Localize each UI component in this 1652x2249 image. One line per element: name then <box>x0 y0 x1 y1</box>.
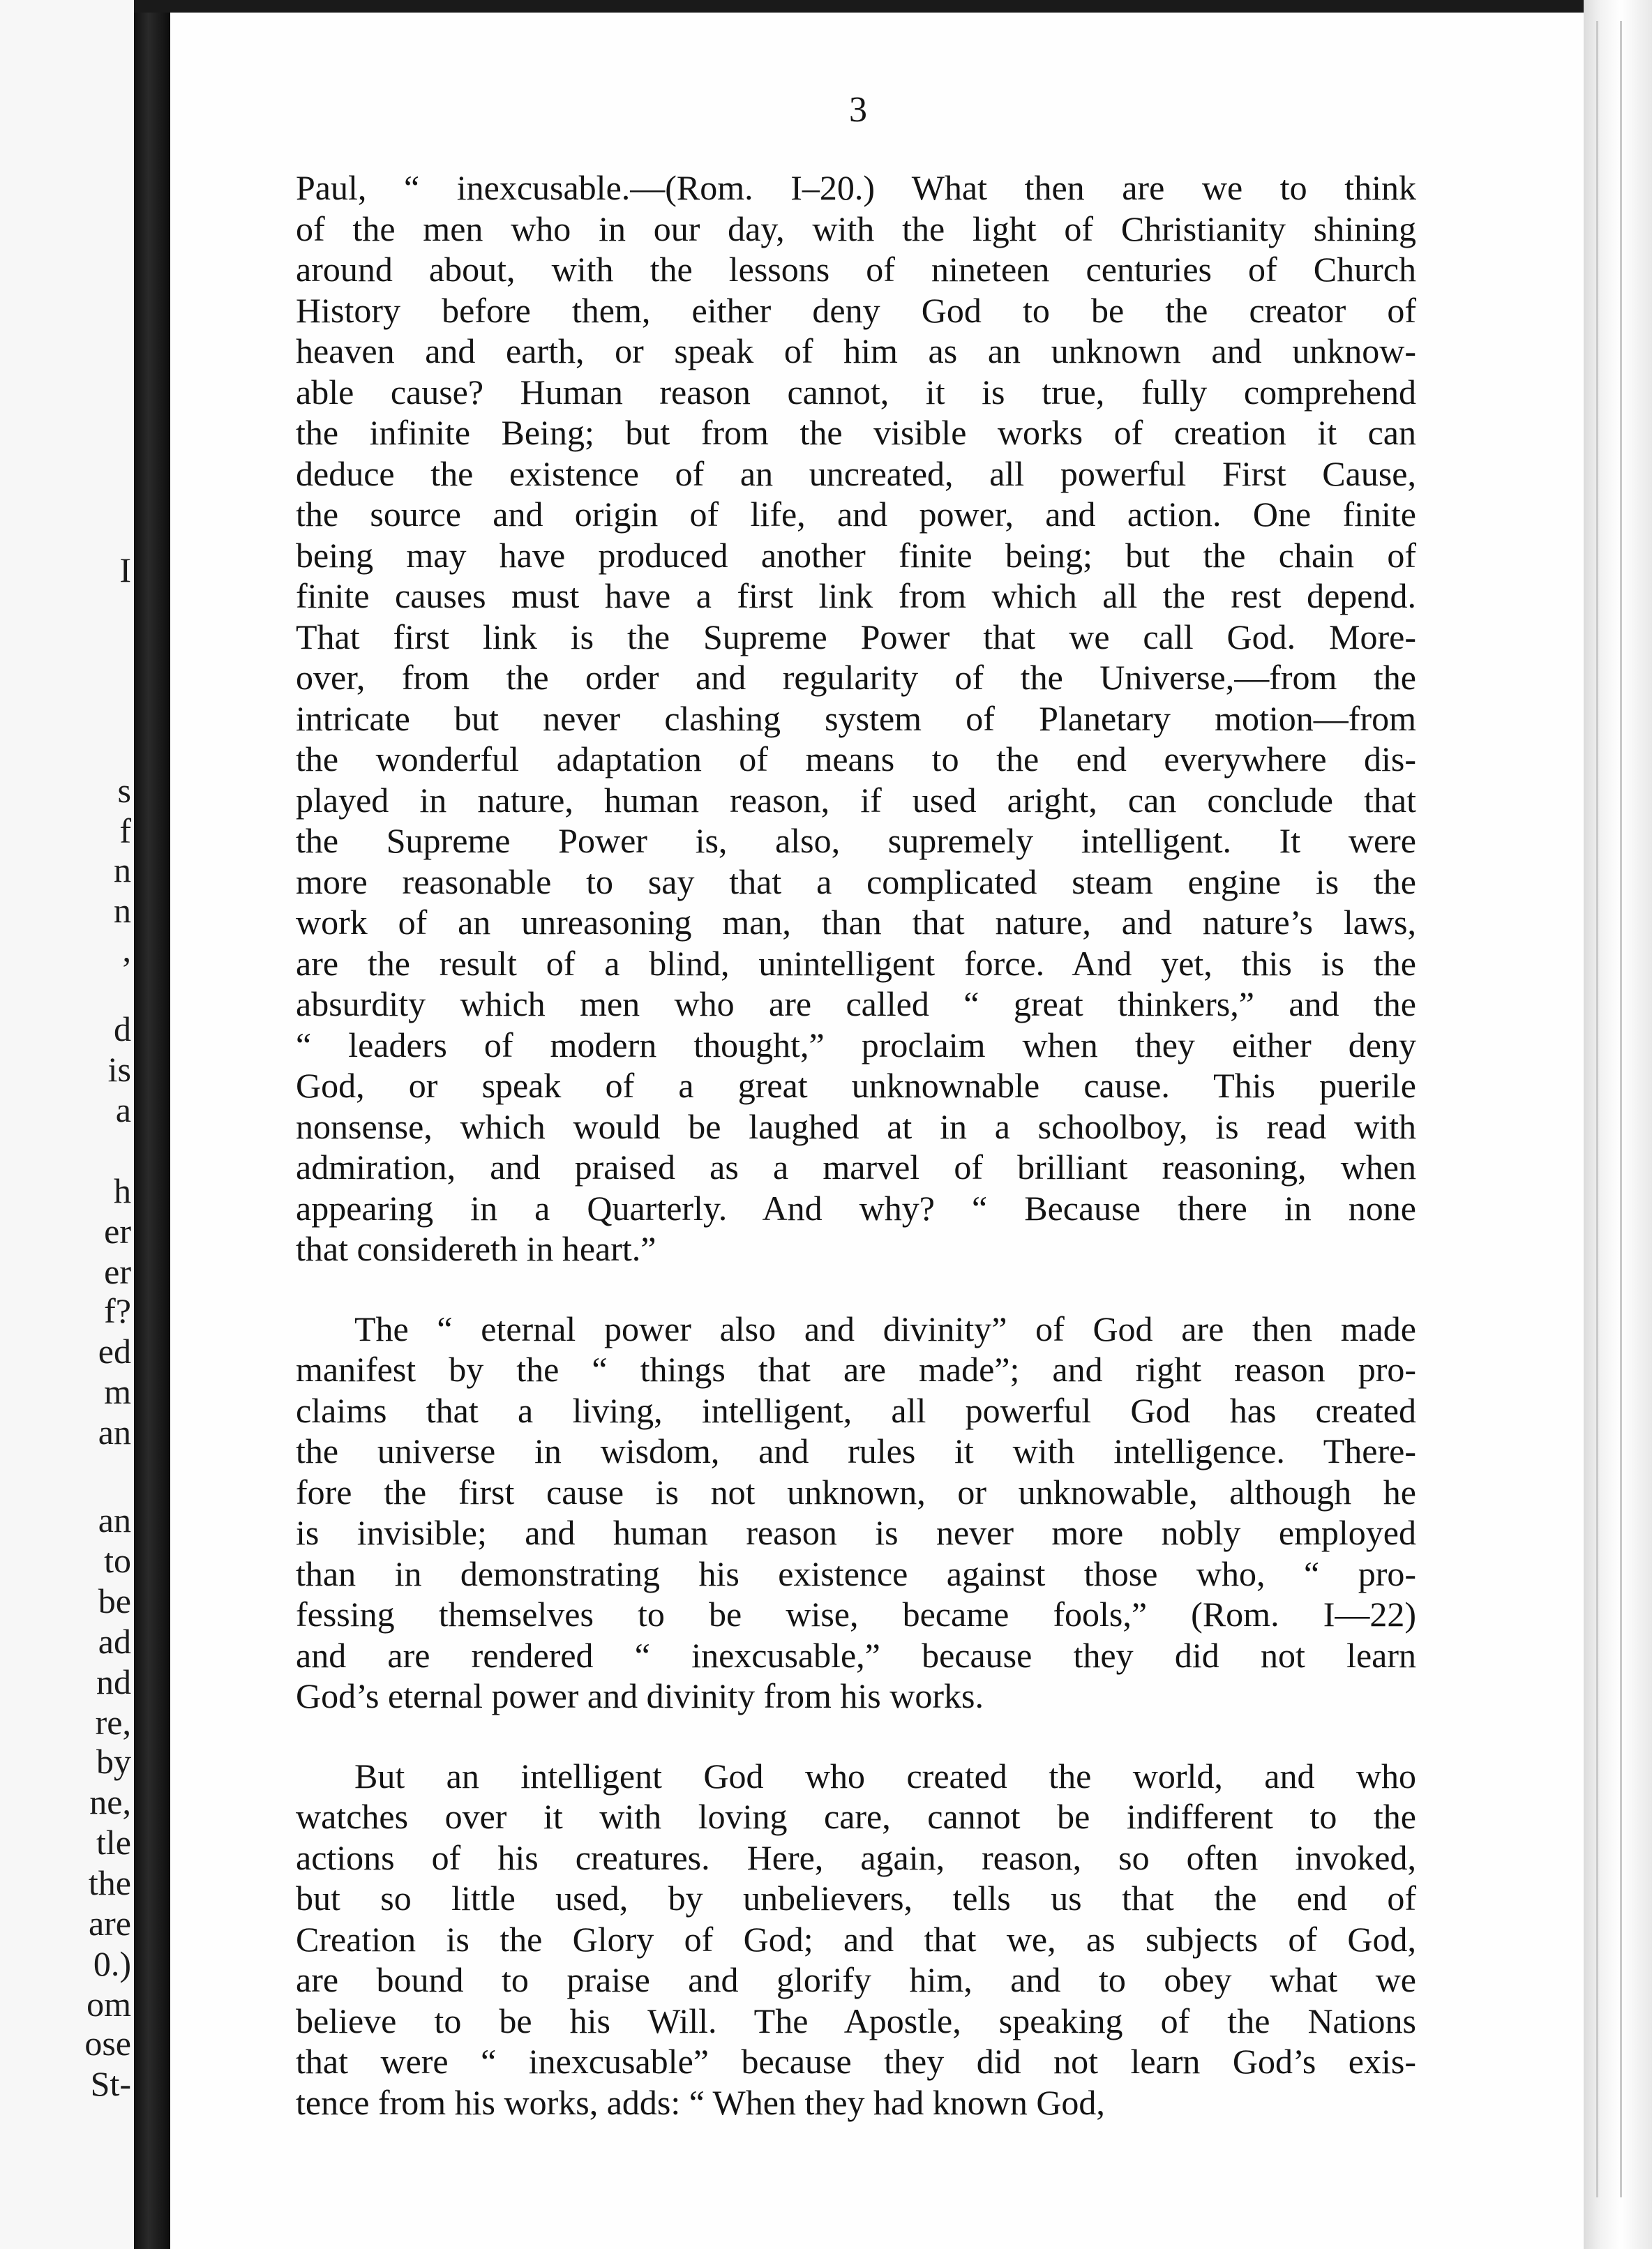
text-line: being may have produced another finite being; but the chain of <box>296 535 1416 575</box>
text-line: able cause? Human reason cannot, it is true, fully comprehend <box>296 372 1416 412</box>
left-page-fragment: h <box>114 1171 131 1210</box>
text-line: nonsense, which would be laughed at in a schoolboy, is read with <box>296 1106 1416 1146</box>
text-line: God’s eternal power and divinity from his works. <box>296 1676 984 1715</box>
text-line: actions of his creatures. Here, again, reason, so often invoked, <box>296 1837 1416 1877</box>
text-line: are bound to praise and glorify him, and to obey what we <box>296 1960 1416 1999</box>
left-page-fragment: tle <box>96 1823 131 1862</box>
text-line: more reasonable to say that a complicated steam engine is the <box>296 862 1416 901</box>
text-line: the Supreme Power is, also, supremely intelligent. It were <box>296 821 1416 860</box>
left-page-fragment: re, <box>95 1703 131 1742</box>
text-line: deduce the existence of an uncreated, all powerful First Cause, <box>296 453 1416 493</box>
text-line: absurdity which men who are called “ great thinkers,” and the <box>296 984 1416 1023</box>
text-line: the infinite Being; but from the visible works of creation it can <box>296 413 1416 452</box>
left-facing-page <box>0 0 134 2249</box>
text-line: watches over it with loving care, cannot be indifferent to the <box>296 1797 1416 1836</box>
text-line: fore the first cause is not unknown, or unknowable, although he <box>296 1472 1416 1512</box>
text-line: work of an unreasoning man, than that nature, and nature’s laws, <box>296 903 1416 942</box>
paragraph-gap <box>296 1270 1416 1309</box>
text-line: than in demonstrating his existence against those who, “ pro- <box>296 1554 1416 1593</box>
text-line: and are rendered “ inexcusable,” because they did not learn <box>296 1635 1416 1675</box>
text-line: Paul, “ inexcusable.—(Rom. I–20.) What then are we to think <box>296 168 1416 207</box>
left-page-fragment: d <box>114 1009 131 1048</box>
left-page-fragment: m <box>104 1372 131 1411</box>
left-page-fragment: an <box>98 1413 131 1452</box>
text-line: appearing in a Quarterly. And why? “ Because there in none <box>296 1188 1416 1228</box>
left-page-fragment: 0.) <box>93 1944 131 1983</box>
text-line: Creation is the Glory of God; and that we, as subjects of God, <box>296 1919 1416 1959</box>
paragraph-gap <box>296 1717 1416 1756</box>
text-line: God, or speak of a great unknownable cause. This puerile <box>296 1066 1416 1105</box>
page-number: 3 <box>849 90 867 130</box>
text-line: intricate but never clashing system of Planetary motion—from <box>296 698 1416 738</box>
text-line: the universe in wisdom, and rules it with intelligence. There- <box>296 1431 1416 1470</box>
left-page-fragment: to <box>104 1541 131 1580</box>
left-page-fragment: f? <box>104 1291 131 1330</box>
left-page-fragment: n <box>114 891 131 930</box>
left-page-fragment: I <box>119 550 131 589</box>
book-gutter <box>134 0 170 2249</box>
text-line: is invisible; and human reason is never more nobly employed <box>296 1513 1416 1552</box>
text-line: played in nature, human reason, if used aright, can conclude that <box>296 780 1416 820</box>
top-shadow <box>134 0 1585 13</box>
text-line: admiration, and praised as a marvel of brilliant reasoning, when <box>296 1148 1416 1187</box>
left-page-fragment: ne, <box>89 1782 131 1821</box>
left-page-fragment: ed <box>98 1332 131 1371</box>
left-page-fragment: f <box>119 811 131 850</box>
left-page-fragment: , <box>122 930 131 969</box>
left-page-text-fragments <box>13 0 131 2249</box>
left-page-fragment: ose <box>84 2024 131 2063</box>
text-line: “ leaders of modern thought,” proclaim when they either deny <box>296 1025 1416 1065</box>
left-page-fragment: er <box>104 1252 131 1291</box>
text-line: believe to be his Will. The Apostle, speaking of the Nations <box>296 2001 1416 2040</box>
text-line: around about, with the lessons of nineteen centuries of Church <box>296 250 1416 289</box>
text-line: That first link is the Supreme Power that we call God. More- <box>296 617 1416 656</box>
text-line: the wonderful adaptation of means to the end everywhere dis- <box>296 739 1416 778</box>
left-page-fragment: s <box>117 771 131 810</box>
text-line: the source and origin of life, and power, and action. One finite <box>296 495 1416 534</box>
text-line: manifest by the “ things that are made”; and right reason pro- <box>296 1350 1416 1389</box>
edge-line <box>1596 21 1598 2197</box>
text-line: But an intelligent God who created the world, and who <box>354 1756 1416 1796</box>
text-line: over, from the order and regularity of the Universe,—from the <box>296 658 1416 697</box>
text-line: finite causes must have a first link from which all the rest depend. <box>296 576 1416 615</box>
text-line: but so little used, by unbelievers, tells us that the end of <box>296 1879 1416 1918</box>
text-line: tence from his works, adds: “ When they had known God, <box>296 2082 1105 2122</box>
text-line: of the men who in our day, with the light of Christianity shining <box>296 209 1416 248</box>
paragraph <box>296 167 1416 1270</box>
left-page-fragment: a <box>115 1090 131 1129</box>
page-edge <box>1584 0 1652 2249</box>
left-page-fragment: nd <box>96 1662 131 1701</box>
body-text <box>296 167 1416 2123</box>
left-page-fragment: the <box>88 1863 131 1902</box>
left-page-fragment: ad <box>98 1622 131 1661</box>
left-page-fragment: om <box>87 1985 131 2024</box>
text-line: The “ eternal power also and divinity” of God are then made <box>354 1309 1416 1348</box>
paragraph <box>296 1756 1416 2123</box>
left-page-fragment: an <box>98 1500 131 1540</box>
text-line: heaven and earth, or speak of him as an unknown and unknow- <box>296 331 1416 370</box>
left-page-fragment: by <box>96 1742 131 1781</box>
text-line: History before them, either deny God to be the creator of <box>296 290 1416 330</box>
text-line: fessing themselves to be wise, became fools,” (Rom. I—22) <box>296 1595 1416 1634</box>
edge-line <box>1620 21 1622 2197</box>
text-line: that considereth in heart.” <box>296 1229 656 1268</box>
left-page-fragment: er <box>104 1212 131 1251</box>
paragraph <box>296 1309 1416 1717</box>
text-line: that were “ inexcusable” because they did not learn God’s exis- <box>296 2042 1416 2081</box>
left-page-fragment: St- <box>90 2064 131 2103</box>
text-line: are the result of a blind, unintelligent force. And yet, this is the <box>296 943 1416 983</box>
text-line: claims that a living, intelligent, all powerful God has created <box>296 1390 1416 1430</box>
left-page-fragment: be <box>98 1581 131 1620</box>
left-page-fragment: n <box>114 850 131 889</box>
left-page-fragment: are <box>88 1904 131 1943</box>
left-page-fragment: is <box>107 1050 131 1089</box>
